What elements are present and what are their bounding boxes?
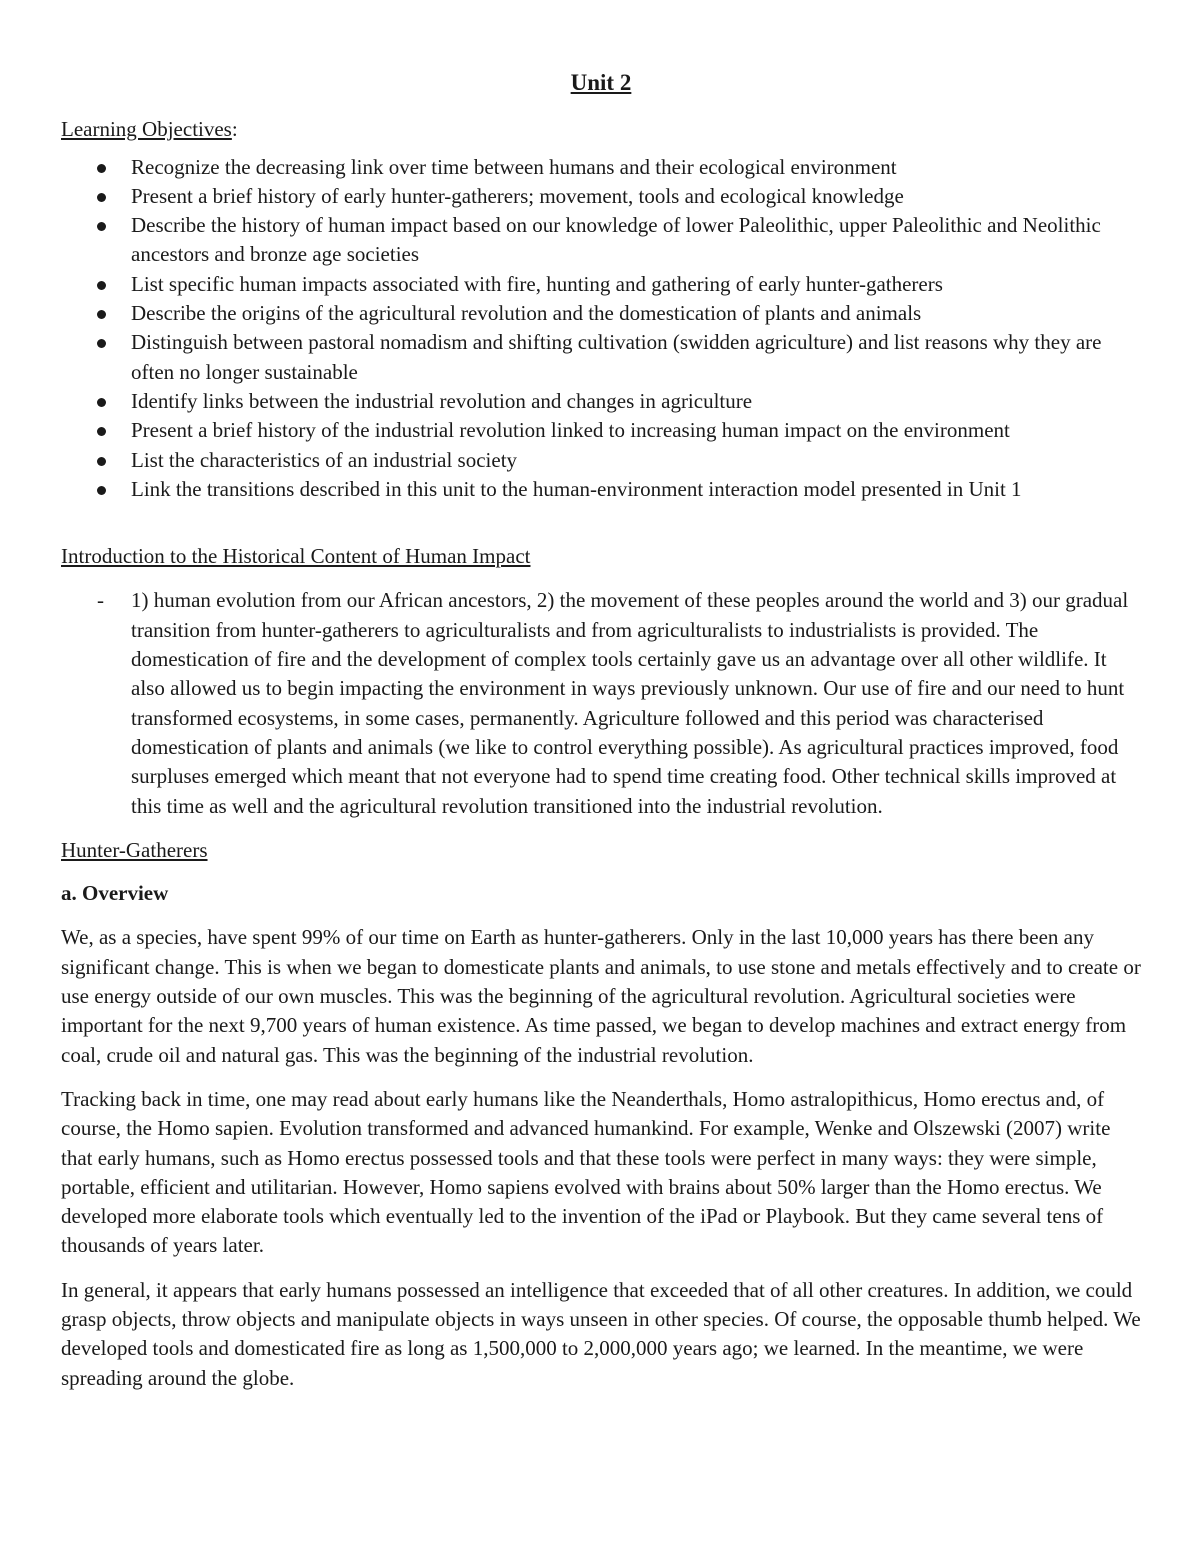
hunter-gatherers-heading: Hunter-Gatherers (61, 837, 208, 862)
body-paragraph: In general, it appears that early humans possessed an intelligence that exceeded that of all other creatures. In addition, we could grasp objects, throw objects and manipulate objects in ways unseen in other species. Of course, the opposable thumb helped. We developed tools and domesticated fire as long as 1,500,000 to 2,000,000 years ago; we learned. In the meantime, we were spreading around the globe. (61, 1277, 1141, 1390)
intro-heading-line (61, 542, 1141, 571)
objectives-heading-line (61, 115, 1141, 144)
objective-item: Identify links between the industrial revolution and changes in agriculture (61, 387, 1141, 416)
objective-item: Present a brief history of early hunter-gatherers; movement, tools and ecological knowledge (61, 182, 1141, 211)
objective-item: Distinguish between pastoral nomadism and shifting cultivation (swidden agriculture) and list reasons why they are often no longer sustainable (61, 328, 1141, 387)
objectives-heading: Learning Objectives (61, 117, 232, 142)
document-page (61, 68, 1141, 1393)
objective-item: Describe the history of human impact based on our knowledge of lower Paleolithic, upper Paleolithic and Neolithic ancestors and bronze age societies (61, 211, 1141, 270)
hunter-gatherers-heading-line (61, 836, 1141, 865)
objective-item: List specific human impacts associated with fire, hunting and gathering of early hunter-gatherers (61, 270, 1141, 299)
dash-marker: - (97, 588, 104, 613)
intro-text: 1) human evolution from our African ancestors, 2) the movement of these peoples around the world and 3) our gradual transition from hunter-gatherers to agriculturalists and from agriculturalists to industrialists is provided. The domestication of fire and the development of complex tools certainly gave us an advantage over all other wildlife. It also allowed us to begin impacting the environment in ways previously unknown. Our use of fire and our need to hunt transformed ecosystems, in some cases, permanently. Agriculture followed and this period was characterised domestication of plants and animals (we like to control everything possible). As agricultural practices improved, food surpluses emerged which meant that not everyone had to spend time creating food. Other technical skills improved at this time as well and the agricultural revolution transitioned into the industrial revolution. (131, 588, 1129, 818)
intro-heading: Introduction to the Historical Content of Human Impact (61, 544, 531, 569)
overview-heading: a. Overview (61, 881, 169, 906)
objective-item: Link the transitions described in this unit to the human-environment interaction model presented in Unit 1 (61, 475, 1141, 504)
body-paragraph: We, as a species, have spent 99% of our time on Earth as hunter-gatherers. Only in the last 10,000 years has there been any significant change. This is when we began to domesticate plants and animals, to use stone and metals effectively and to create or use energy outside of our own muscles. This was the beginning of the agricultural revolution. Agricultural societies were important for the next 9,700 years of human existence. As time passed, we began to develop machines and extract energy from coal, crude oil and natural gas. This was the beginning of the industrial revolution. (61, 925, 1141, 1067)
page-title: Unit 2 (570, 70, 632, 95)
objective-item: Recognize the decreasing link over time between humans and their ecological environment (61, 153, 1141, 182)
objectives-heading-colon: : (231, 117, 238, 142)
objective-item: Present a brief history of the industrial revolution linked to increasing human impact on the environment (61, 416, 1141, 445)
intro-item (61, 586, 1141, 820)
body-paragraph: Tracking back in time, one may read about early humans like the Neanderthals, Homo astralopithicus, Homo erectus and, of course, the Homo sapien. Evolution transformed and advanced humankind. For example, Wenke and Olszewski (2007) write that early humans, such as Homo erectus possessed tools and that these tools were perfect in many ways: they were simple, portable, efficient and utilitarian. However, Homo sapiens evolved with brains about 50% larger than the Homo erectus. We developed more elaborate tools which eventually led to the invention of the iPad or Playbook. But they came several tens of thousands of years later. (61, 1086, 1111, 1258)
objective-item: Describe the origins of the agricultural revolution and the domestication of plants and animals (61, 299, 1141, 328)
objectives-list (61, 153, 1141, 505)
objective-item: List the characteristics of an industrial society (61, 446, 1141, 475)
intro-list (61, 586, 1141, 820)
